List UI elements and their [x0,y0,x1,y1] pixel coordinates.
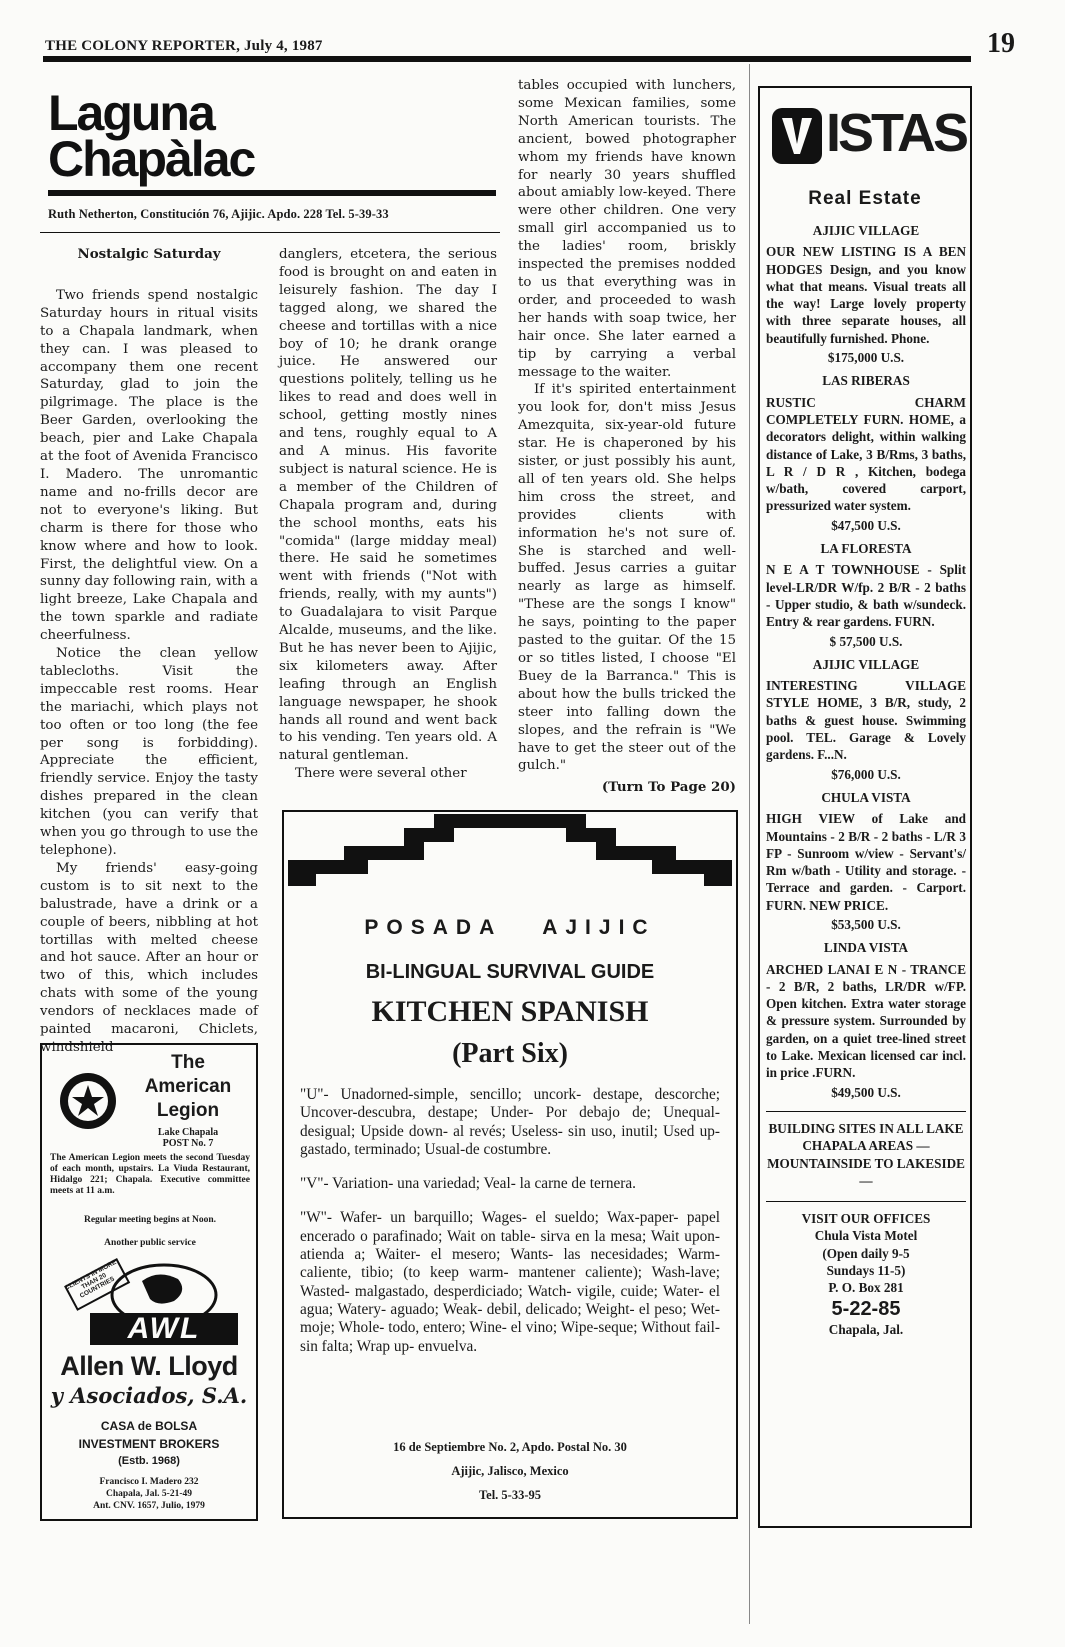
guide-city: Ajijic, Jalisco, Mexico [451,1464,569,1478]
listing-description: OUR NEW LISTING IS A BEN HODGES Design, and you know what that means. Visual treats all the way! Large lovely property with three separate houses, all beautifully furnished. Phone. [766,244,966,346]
awl-script: y Asociados, S.A. [50,1383,248,1408]
article-paragraph: tables occupied with lunchers, some Mexican families, some North American tourists. The ancient, bowed photographer whom my friends have known for nearly 30 years shuffled about amiably low-keyed. There were other children. One very small girl accompanied us to the ladies' room, briskly inspected the premises nodded to us that everything was in order, and proceeded to wash her hands with soap twice, her hair once. She later earned a tip by carrying a verbal message to the waiter. [518,78,736,380]
guide-entries [300,1086,720,1372]
guide-tel: Tel. 5-33-95 [478,1488,542,1502]
listing-price: $47,500 U.S. [831,517,901,533]
listing-price: $175,000 U.S. [827,350,905,366]
divider [766,1111,966,1112]
listing-description: ARCHED LANAI E N - TRANCE - 2 B/R, 2 baths, LR/DR w/FP. Open kitchen. Extra water storage & pressure system. Surrounded by garden, on a quiet tree-lined street to Lake. Mexican licensed car incl. in price .FURN. [766,961,966,1081]
guide-part: (Part Six) [452,1038,568,1069]
header-rule [43,56,971,62]
legion-title-line: American [144,1076,232,1097]
article-column-2 [279,246,497,783]
awl-casa: CASA de BOLSA [100,1419,198,1433]
listing [766,372,966,534]
article-paragraph: Two friends spend nostalgic Saturday hours in ritual visits to a Chapala landmark, when they can. I was pleased to accompany them one recent Saturday, glad to join the pilgrimage. The place is the Beer Garden, overlooking the beach, pier and Lake Chapala at the foot of Avenida Francisco I. Madero. The unromantic name and no-frills decor are not to everyone's liking. But charm is there for those who know where and how to look. First, the delightful view. On a sunny day following rain, with a light breeze, Lake Chapala and the town sparkle and radiate cheerfulness. [40,287,258,644]
vistas-v-icon [770,106,824,166]
listing-description: INTERESTING VILLAGE STYLE HOME, 3 B/R, study, 2 baths & guest house. Swimming pool. TEL. Garage & Lovely gardens. F...N. [766,678,966,763]
listing-location: LA FLORESTA [820,541,912,557]
vistas-phone: 5-22-85 [831,1297,901,1320]
guide-entry-w: "W"- Wafer- un barquillo; Wages- el sueldo; Wax-paper- papel encerado o parafinado; Wait on table- sirva en la mesa; Wait upon- atienda a; Waiter- el mesero; Wants- las necesidades; Warm- caliente, tibio; (to keep warm- mantener caliente); Wash-lave; Wasted- malgastado, desperdiciado; Watch- vigile, cuide; Water- el agua; Watery- aguado; Weak- debil, delicado; Weight- el peso; Wet- moje; Whole- todo, entero; Wine- el vino; Wipe-seque; Without fail- sin falta; Wrap up- envuelva. [300,1209,720,1355]
listing-description: HIGH VIEW of Lake and Mountains - 2 B/R - 2 baths - L/R 3 FP - Sunroom w/view - Servant's/ Rm w/bath - Utility and storage. - Terrace and garden. - Carport. FURN. NEW PRICE. [766,811,966,913]
posada-guide-ad [282,810,738,1519]
column-divider [749,64,750,1624]
vistas-ad [758,86,972,1528]
listing-location: CHULA VISTA [821,789,911,805]
awl-name: Allen W. Lloyd [60,1351,238,1381]
awl-address-line: Chapala, Jal. 5-21-49 [105,1489,193,1499]
byline: Ruth Netherton, Constitución 76, Ajijic. Apdo. 228 Tel. 5-39-33 [48,207,389,221]
vistas-logo [770,102,966,172]
vistas-city: Chapala, Jal. [828,1321,904,1337]
article-paragraph: danglers, etcetera, the serious food is brought on and eaten in leisurely fashion. The day I tagged along, we shared the cheese and tortillas with a nice boy of 10; he drank orange juice. He answered our questions politely, telling us he likes to read and does well in school, getting mostly nines and tens, roughly equal to A and A minus. His favorite subject is natural science. He is a member of the Children of Chapala program and, during the school months, eats his "comida" (large midday meal) there. He said he sometimes went with friends ("Not with friends, really, with my aunts") to Guadalajara to visit Parque Alcalde, museums, and the like. But he has never been to Ajijic, six kilometers away. After leafing through an English language newspaper, he shook hands all round and went back to his vending. Ten years old. A natural gentleman. [279,247,497,764]
listing [766,789,966,933]
vistas-logo-text: ISTAS [826,103,967,163]
article-paragraph: There were several other [295,766,467,782]
legion-regular: Regular meeting begins at Noon. [83,1215,217,1225]
guide-title: KITCHEN SPANISH [371,995,649,1028]
listing-description: N E A T TOWNHOUSE - Split level-LR/DR W/fp. 2 B/R - 2 baths - Upper studio, & bath w/sundeck. Entry & rear gardens. FURN. [766,562,966,630]
listing-location: LINDA VISTA [823,940,909,956]
article-paragraph: My friends' easy-going custom is to sit next to the balustrade, have a drink or a couple of beers, nibbling at hot tortillas with melted cheese and hot sauce. After an hour or two of this, which includes chats with some of the young vendors of necklaces made of painted macaroni, Chiclets, windshield [40,860,258,1055]
visit-line: Sundays 11-5) [826,1263,906,1279]
awl-address-line: Ant. CNV. 1657, Julio, 1979 [93,1501,205,1511]
listing [766,540,966,650]
article-column-1 [40,246,258,1057]
page-number: 19 [987,28,1015,59]
legion-title [128,1051,248,1123]
column-masthead [48,85,496,230]
legion-service: Another public service [104,1238,196,1248]
masthead-rule [48,190,496,196]
listing-price: $ 57,500 U.S. [829,633,903,649]
visit-line: VISIT OUR OFFICES [801,1211,931,1227]
byline-rule [40,232,500,233]
legion-title-line: The [171,1052,205,1073]
vistas-listings [766,216,966,1338]
awl-brokers: INVESTMENT BROKERS [78,1437,220,1451]
legion-awl-ad [40,1043,258,1521]
vistas-subtitle: Real Estate [808,188,922,209]
article-column-3 [518,77,736,797]
newspaper-dateline: THE COLONY REPORTER, July 4, 1987 [45,38,323,54]
article-paragraph: Notice the clean yellow tablecloths. Visit the impeccable rest rooms. Hear the mariachi, which plays not too often or too long (the fee per song is forbidding). Appreciate the efficient, friendly service. Enjoy the tasty dishes prepared in the clean kitchen (you can verify that when you go through to use the telephone). [40,646,258,858]
listing [766,222,966,366]
article-paragraph: If it's spirited entertainment you look for, don't miss Jesus Amezquita, six-year-old future star. He is chaperoned by his sister, or just possibly his aunt, all of ten years old. She helps him cross the street, and provides clients with information he's not sure of. She is starched and well-buffed. Jesus carries a guitar nearly as large as himself. "These are the songs I know" he says, pointing to the paper pasted to the guitar. Of the 15 or so titles listed, I choose "El Buey de la Barranca." This is about how the bulls tricked the steer into falling down the slopes, and the refrain is "We have to get the steer out of the gulch." [518,382,736,774]
visit-line: (Open daily 9-5 [822,1245,910,1261]
listing [766,939,966,1101]
awl-badge: CLIENTS IN MORE THAN 20 COUNTRIES [63,1258,118,1300]
listing-location: AJIJIC VILLAGE [812,223,920,238]
divider [766,1201,966,1202]
posada-roofline-icon [284,812,736,892]
awl-estab: (Estb. 1968) [118,1455,180,1467]
visit-line: P. O. Box 281 [828,1280,904,1296]
posada-name: POSADA AJIJIC [364,916,656,939]
listing-price: $49,500 U.S. [831,1084,901,1100]
guide-subtitle: BI-LINGUAL SURVIVAL GUIDE [365,961,655,983]
legion-post-name: Lake Chapala [157,1127,219,1138]
building-sites: BUILDING SITES IN ALL LAKE CHAPALA AREAS — MOUNTAINSIDE TO LAKESIDE — [767,1120,965,1188]
masthead-logo-line2: Chapàlac [48,131,255,187]
awl-logo-text: AWL [127,1312,201,1345]
legion-title-line: Legion [156,1100,220,1121]
listing-price: $53,500 U.S. [831,916,901,932]
masthead-logo-line1: Laguna [48,85,214,141]
continued-notice: (Turn To Page 20) [601,779,736,796]
listing-location: AJIJIC VILLAGE [812,656,920,672]
listing-location: LAS RIBERAS [822,373,910,389]
article-headline: Nostalgic Saturday [77,246,221,262]
visit-line: Chula Vista Motel [814,1228,918,1244]
legion-meets: The American Legion meets the second Tuesday of each month, upstairs. La Viuda Restaurant, Hidalgo 221; Chapala. Executive committee meets at 11 a.m. [50,1153,250,1196]
guide-entry-v: "V"- Variation- una variedad; Veal- la carne de ternera. [300,1175,636,1193]
listing-description: RUSTIC CHARM COMPLETELY FURN. HOME, a decorators delight, within walking distance of Lake, 3 B/Rms, 3 baths, L R / D R , Kitchen, bodega w/bath, covered carport, pressurized water system. [766,394,966,514]
awl-address-line: Francisco I. Madero 232 [99,1477,199,1487]
legion-post-no: POST No. 7 [162,1138,214,1149]
guide-address: 16 de Septiembre No. 2, Apdo. Postal No. 30 [393,1440,627,1454]
listing-price: $76,000 U.S. [831,766,901,782]
guide-entry-u: "U"- Unadorned-simple, sencillo; uncork- destape, descorche; Uncover-descubra, destape; Under- Por debajo de; Unequal-desigual; Upside down- al revés; Useless- sin uso, inutil; Used up- gastado, terminado; Usual-de costumbre. [300,1086,720,1158]
listing [766,656,966,783]
legion-emblem-icon [58,1071,118,1131]
